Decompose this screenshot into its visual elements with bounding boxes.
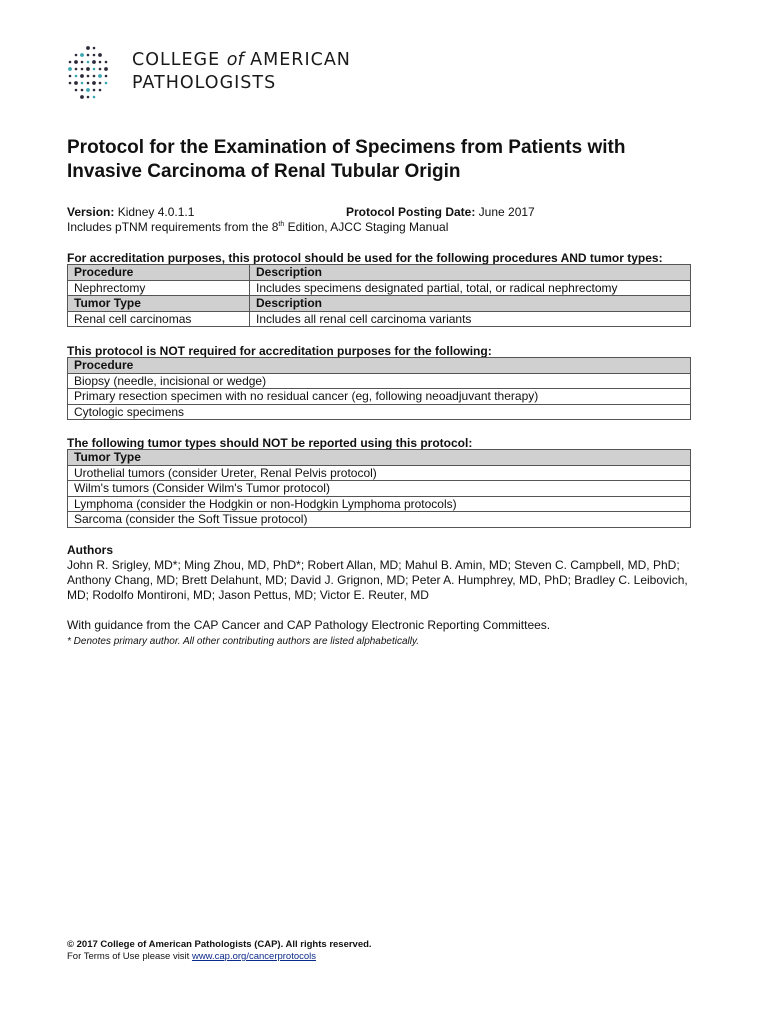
ajcc-note: Includes pTNM requirements from the 8th Edition, AJCC Staging Manual [67, 220, 449, 234]
table-row [68, 373, 691, 389]
authors-heading: Authors [67, 543, 113, 557]
table-cell: Tumor Type [68, 296, 250, 312]
not-reported-table [67, 449, 691, 528]
logo-wordmark [132, 49, 351, 95]
logo-line-1: COLLEGE of AMERICAN [132, 50, 351, 70]
cap-dots-logo-icon [66, 44, 110, 102]
version: Version: Kidney 4.0.1.1 [67, 205, 195, 219]
copyright: © 2017 College of American Pathologists (CAP). All rights reserved. [67, 939, 372, 950]
cap-logo [66, 44, 366, 104]
table-row [68, 512, 691, 528]
not-required-heading: This protocol is NOT required for accreditation purposes for the following: [67, 344, 492, 358]
table-row [68, 311, 691, 327]
authors-list: John R. Srigley, MD*; Ming Zhou, MD, PhD*; Robert Allan, MD; Mahul B. Amin, MD; Steven C. Campbell, MD, PhD; Anthony Chang, MD; Brett Delahunt, MD; David J. Grignon, MD; Peter A. Humphrey, MD, PhD; Bradley C. Leibovich, MD; Rodolfo Montironi, MD; Jason Pettus, MD; Victor E. Reuter, MD [67, 558, 688, 602]
table-row [68, 465, 691, 481]
not-required-table [67, 357, 691, 420]
table-header-row: Tumor Type [68, 450, 691, 466]
table-header-row: Procedure [68, 358, 691, 374]
table-cell: Lymphoma (consider the Hodgkin or non-Hodgkin Lymphoma protocols) [68, 496, 691, 512]
table-cell: Description [250, 265, 691, 281]
table-cell: Procedure [68, 265, 250, 281]
table-row [68, 404, 691, 420]
guidance-text: With guidance from the CAP Cancer and CAP Pathology Electronic Reporting Committees. [67, 618, 551, 632]
table-header-row [68, 265, 691, 281]
table-cell: Includes specimens designated partial, total, or radical nephrectomy [250, 280, 691, 296]
table-row [68, 280, 691, 296]
table-cell: Wilm's tumors (Consider Wilm's Tumor protocol) [68, 481, 691, 497]
document-title: Protocol for the Examination of Specimens from Patients with Invasive Carcinoma of Renal Tubular Origin [67, 137, 626, 182]
table-cell: Renal cell carcinomas [68, 311, 250, 327]
protocol-meta [67, 205, 707, 235]
table-cell: Primary resection specimen with no residual cancer (eg, following neoadjuvant therapy) [68, 389, 691, 405]
posting-date: Protocol Posting Date: June 2017 [346, 205, 535, 219]
footer [67, 939, 697, 963]
table-row [68, 481, 691, 497]
accreditation-heading: For accreditation purposes, this protocol should be used for the following procedures AND tumor types: [67, 251, 663, 265]
terms-link[interactable]: www.cap.org/cancerprotocols [191, 951, 317, 962]
not-reported-heading: The following tumor types should NOT be reported using this protocol: [67, 436, 473, 450]
table-cell: Cytologic specimens [68, 404, 691, 420]
table-cell: Biopsy (needle, incisional or wedge) [68, 373, 691, 389]
accreditation-table [67, 264, 691, 327]
table-header-row [68, 296, 691, 312]
table-cell: Sarcoma (consider the Soft Tissue protocol) [68, 512, 691, 528]
terms-of-use: For Terms of Use please visit www.cap.org/cancerprotocols [67, 951, 317, 962]
table-row [68, 389, 691, 405]
table-cell: Description [250, 296, 691, 312]
table-cell: Includes all renal cell carcinoma variants [250, 311, 691, 327]
logo-line-2: PATHOLOGISTS [132, 73, 277, 93]
table-row [68, 496, 691, 512]
table-cell: Urothelial tumors (consider Ureter, Renal Pelvis protocol) [68, 465, 691, 481]
table-cell: Nephrectomy [68, 280, 250, 296]
primary-author-note: * Denotes primary author. All other contributing authors are listed alphabetically. [67, 636, 420, 647]
